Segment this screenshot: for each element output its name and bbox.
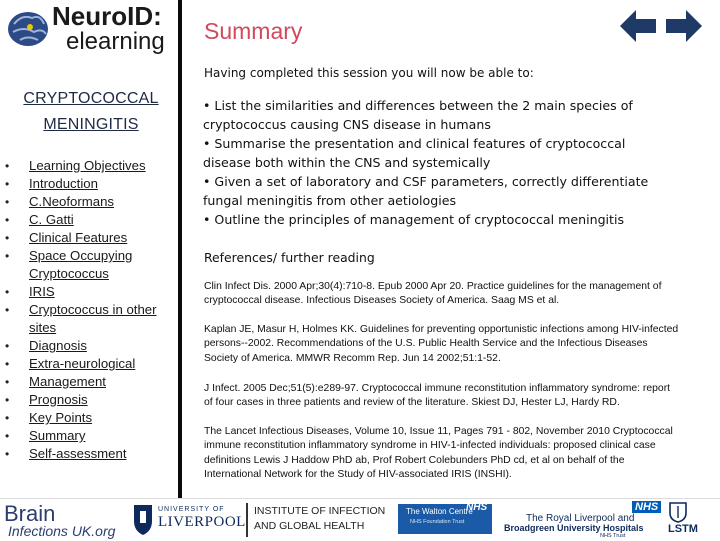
sidebar-item-introduction[interactable] bbox=[0, 175, 171, 193]
reference-item: The Lancet Infectious Diseases, Volume 10, Issue 11, Pages 791 - 802, November 2010 Cryptococcal immune reconstitution inflammatory syndrome in HIV-1-infected individuals: proposed clinical case definitions Lewis J Haddow PhD ab, Prof Robert Colebunders PhD cd, et al on behalf of the International Network for the Study of HIV-associated IRIS (INSHI). bbox=[204, 426, 673, 481]
iigh-logo[interactable] bbox=[246, 499, 386, 541]
reference-item: Kaplan JE, Masur H, Holmes KK. Guidelines for preventing opportunistic infections among HIV-infected persons--2002. Recommendations of the U.S. Public Health Service and the Infectious Diseases Society of America. MMWR Recomm Rep. Jun 14 2002;51:1-52. bbox=[204, 324, 679, 364]
sidebar-item-label[interactable]: Cryptococcus in other sites bbox=[29, 302, 157, 335]
sidebar-item-learning-objectives[interactable] bbox=[0, 157, 171, 175]
neuroid-logo bbox=[4, 2, 178, 56]
intro-text: Having completed this session you will now be able to: bbox=[204, 66, 534, 80]
sidebar-item-clinical-features[interactable] bbox=[0, 229, 171, 247]
sidebar-item-label[interactable]: IRIS bbox=[29, 284, 55, 299]
uol-line2: LIVERPOOL bbox=[158, 514, 246, 530]
rlbuh-line3: NHS Trust bbox=[600, 533, 626, 539]
brand-top: NeuroID: bbox=[52, 1, 162, 31]
reference-item: J Infect. 2005 Dec;51(5):e289-97. Cryptococcal immune reconstitution inflammatory syndrome: report of four cases in three patients and review of the literature. Skiest DJ, Hester LJ, Hardy RD. bbox=[204, 383, 671, 409]
sidebar-item-label[interactable]: Introduction bbox=[29, 176, 98, 191]
sidebar-nav bbox=[0, 157, 171, 463]
sidebar-item-label[interactable]: Self-assessment bbox=[29, 446, 127, 461]
sidebar-item-c-neoformans[interactable] bbox=[0, 193, 171, 211]
university-of-liverpool-logo[interactable] bbox=[130, 499, 246, 541]
rlbuh-line1: The Royal Liverpool and bbox=[526, 513, 635, 524]
sidebar-item-other-sites[interactable] bbox=[0, 301, 171, 337]
sidebar-item-label[interactable]: Management bbox=[29, 374, 106, 389]
brain-infections-top: Brain bbox=[4, 501, 56, 526]
sidebar-item-c-gatti[interactable] bbox=[0, 211, 171, 229]
objective-item: • Outline the principles of management of cryptococcal meningitis bbox=[203, 212, 625, 227]
iigh-line2: AND GLOBAL HEALTH bbox=[254, 520, 365, 532]
references-heading: References/ further reading bbox=[204, 250, 375, 265]
sidebar-item-diagnosis[interactable] bbox=[0, 337, 171, 355]
rlbuh-line2: Broadgreen University Hospitals bbox=[504, 523, 644, 533]
walton-centre-logo[interactable] bbox=[398, 499, 494, 541]
brain-infections-logo[interactable] bbox=[2, 499, 130, 541]
sidebar-item-iris[interactable] bbox=[0, 283, 171, 301]
brand-bottom: elearning bbox=[66, 28, 165, 55]
footer-logos bbox=[0, 498, 720, 541]
sidebar-item-label[interactable]: Space Occupying Cryptococcus bbox=[29, 248, 133, 281]
sidebar-item-space-occupying[interactable] bbox=[0, 247, 171, 283]
sidebar-item-extra-neurological[interactable] bbox=[0, 355, 171, 373]
sidebar-item-label[interactable]: C.Neoformans bbox=[29, 194, 115, 209]
crest-icon bbox=[132, 503, 154, 537]
uol-line1: UNIVERSITY OF bbox=[158, 506, 225, 513]
walton-line1: The Walton Centre bbox=[406, 507, 473, 516]
sidebar-divider bbox=[178, 0, 182, 498]
sidebar-item-label[interactable]: Summary bbox=[29, 428, 86, 443]
lstm-text: LSTM bbox=[668, 523, 698, 535]
sidebar-item-label[interactable]: C. Gatti bbox=[29, 212, 74, 227]
reference-item: Clin Infect Dis. 2000 Apr;30(4):710-8. Epub 2000 Apr 20. Practice guidelines for the management of cryptococcal disease. Infectious Diseases Society of America. Saag MS et al. bbox=[204, 281, 662, 307]
objective-item: • Summarise the presentation and clinical features of cryptococcal disease both within the CNS and systemically bbox=[203, 136, 626, 170]
brain-infections-bottom: Infections UK.org bbox=[8, 523, 116, 539]
royal-liverpool-logo[interactable] bbox=[504, 499, 662, 541]
objective-item: • List the similarities and differences between the 2 main species of cryptococcus causing CNS disease in humans bbox=[203, 98, 633, 132]
back-button[interactable] bbox=[618, 7, 658, 45]
sidebar-item-label[interactable]: Extra-neurological bbox=[29, 356, 136, 371]
next-button[interactable] bbox=[664, 7, 704, 45]
course-title bbox=[10, 86, 172, 138]
sidebar-item-key-points[interactable] bbox=[0, 409, 171, 427]
sidebar-item-summary[interactable] bbox=[0, 427, 171, 445]
sidebar-item-label[interactable]: Key Points bbox=[29, 410, 93, 425]
sidebar-item-label[interactable]: Prognosis bbox=[29, 392, 88, 407]
iigh-line1: INSTITUTE OF INFECTION bbox=[254, 505, 386, 517]
sidebar-item-label[interactable]: Learning Objectives bbox=[29, 158, 146, 173]
sidebar-item-self-assessment[interactable] bbox=[0, 445, 171, 463]
arrow-left-icon bbox=[618, 7, 658, 45]
course-title-line1: CRYPTOCOCCAL bbox=[23, 90, 159, 107]
objective-item: • Given a set of laboratory and CSF parameters, correctly differentiate fungal meningitis from other aetiologies bbox=[203, 174, 649, 208]
objectives-list bbox=[203, 96, 673, 229]
sidebar bbox=[0, 0, 180, 498]
nhs-badge-2: NHS bbox=[632, 501, 661, 513]
sidebar-item-management[interactable] bbox=[0, 373, 171, 391]
course-title-line2: MENINGITIS bbox=[43, 116, 139, 133]
nhs-badge: NHS bbox=[466, 502, 488, 513]
iigh-bar bbox=[246, 503, 248, 537]
walton-line2: NHS Foundation Trust bbox=[410, 519, 465, 525]
sidebar-item-prognosis[interactable] bbox=[0, 391, 171, 409]
page-title: Summary bbox=[204, 18, 303, 44]
lstm-logo[interactable] bbox=[664, 499, 718, 541]
arrow-right-icon bbox=[664, 7, 704, 45]
sidebar-item-label[interactable]: Diagnosis bbox=[29, 338, 87, 353]
sidebar-item-label[interactable]: Clinical Features bbox=[29, 230, 128, 245]
lstm-crest-icon bbox=[668, 501, 688, 523]
